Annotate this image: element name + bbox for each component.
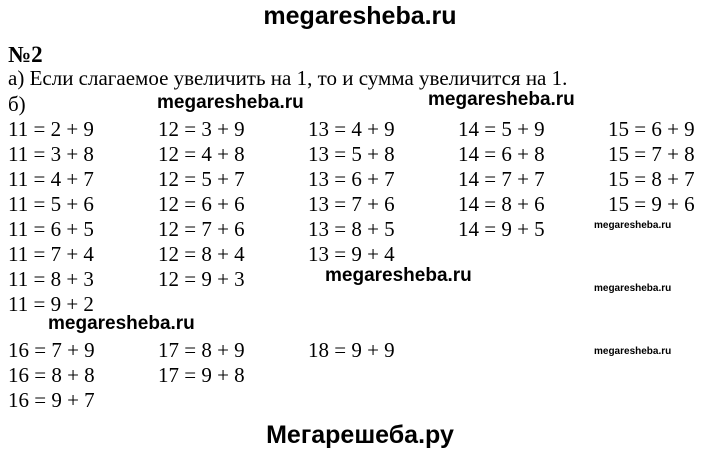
equation-11-1: 11 = 2 + 9 (8, 117, 94, 141)
equation-15-1: 15 = 6 + 9 (608, 117, 695, 141)
equation-12-4: 12 = 6 + 6 (158, 192, 245, 216)
task-part-a: а) Если слагаемое увеличить на 1, то и сумма увеличится на 1. (8, 66, 568, 90)
equation-11-6: 11 = 7 + 4 (8, 242, 94, 266)
watermark-small: megaresheba.ru (594, 283, 672, 294)
equation-14-2: 14 = 6 + 8 (458, 142, 545, 166)
watermark-small: megaresheba.ru (594, 220, 672, 231)
equation-13-4: 13 = 7 + 6 (308, 192, 395, 216)
equation-18-1: 18 = 9 + 9 (308, 338, 395, 362)
equation-14-3: 14 = 7 + 7 (458, 167, 545, 191)
equation-13-1: 13 = 4 + 9 (308, 117, 395, 141)
equation-16-1: 16 = 7 + 9 (8, 338, 95, 362)
equation-13-3: 13 = 6 + 7 (308, 167, 395, 191)
watermark-small: megaresheba.ru (594, 346, 672, 357)
equation-11-3: 11 = 4 + 7 (8, 167, 94, 191)
site-header: megaresheba.ru (263, 2, 457, 30)
equation-12-5: 12 = 7 + 6 (158, 217, 245, 241)
watermark: megaresheba.ru (325, 265, 472, 286)
equation-13-6: 13 = 9 + 4 (308, 242, 395, 266)
equation-13-2: 13 = 5 + 8 (308, 142, 395, 166)
equation-16-3: 16 = 9 + 7 (8, 388, 95, 412)
equation-11-2: 11 = 3 + 8 (8, 142, 94, 166)
equation-12-1: 12 = 3 + 9 (158, 117, 245, 141)
equation-12-3: 12 = 5 + 7 (158, 167, 245, 191)
equation-17-2: 17 = 9 + 8 (158, 363, 245, 387)
equation-11-7: 11 = 8 + 3 (8, 267, 94, 291)
equation-15-3: 15 = 8 + 7 (608, 167, 695, 191)
equation-15-2: 15 = 7 + 8 (608, 142, 695, 166)
equation-17-1: 17 = 8 + 9 (158, 338, 245, 362)
equation-11-8: 11 = 9 + 2 (8, 292, 94, 316)
equation-12-6: 12 = 8 + 4 (158, 242, 245, 266)
site-footer: Мегарешеба.ру (266, 421, 454, 449)
equation-14-1: 14 = 5 + 9 (458, 117, 545, 141)
equation-11-5: 11 = 6 + 5 (8, 217, 94, 241)
watermark: megaresheba.ru (428, 89, 575, 110)
equation-13-5: 13 = 8 + 5 (308, 217, 395, 241)
watermark: megaresheba.ru (48, 313, 195, 334)
task-number: №2 (8, 42, 43, 67)
equation-12-2: 12 = 4 + 8 (158, 142, 245, 166)
equation-14-4: 14 = 8 + 6 (458, 192, 545, 216)
equation-12-7: 12 = 9 + 3 (158, 267, 245, 291)
equation-15-4: 15 = 9 + 6 (608, 192, 695, 216)
watermark: megaresheba.ru (157, 92, 304, 113)
task-part-b-label: б) (8, 92, 26, 116)
equation-16-2: 16 = 8 + 8 (8, 363, 95, 387)
equation-14-5: 14 = 9 + 5 (458, 217, 545, 241)
equation-11-4: 11 = 5 + 6 (8, 192, 94, 216)
